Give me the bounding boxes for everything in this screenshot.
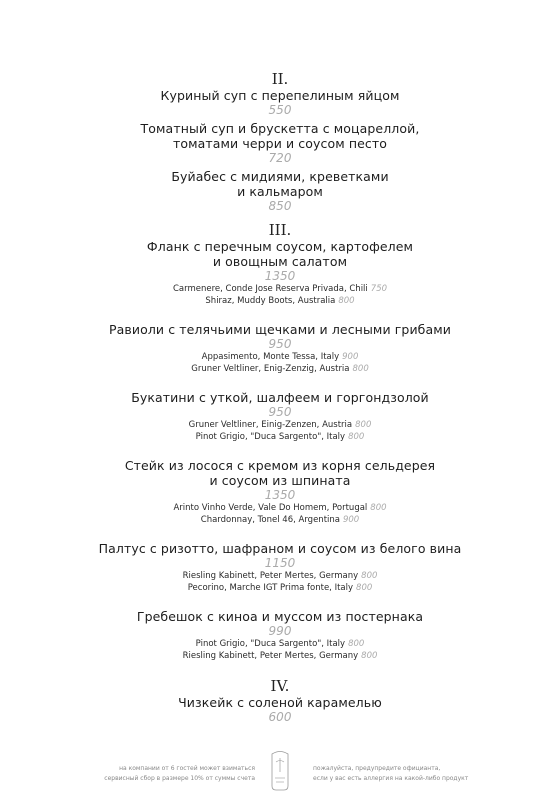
dish-name-line2: томатами черри и соусом песто xyxy=(172,136,388,151)
dish-item xyxy=(0,121,560,165)
dish-price: 950 xyxy=(268,405,292,419)
dish-price: 1350 xyxy=(264,488,296,502)
wine-pairing xyxy=(0,514,560,526)
dish-name: Куриный суп с перепелиным яйцом xyxy=(160,88,400,103)
wine-pairing xyxy=(0,295,560,307)
wine-name: Gruner Veltliner, Enig-Zenzig, Austria xyxy=(191,364,350,374)
wine-price: 800 xyxy=(338,296,355,306)
wine-pairing xyxy=(0,431,560,443)
allergy-line: пожалуйста, предупредите официанта, xyxy=(313,765,441,772)
wine-pairing xyxy=(0,419,560,431)
dish-price: 950 xyxy=(268,337,292,351)
wine-pairing xyxy=(0,283,560,295)
menu-section xyxy=(0,221,560,662)
wine-price: 900 xyxy=(342,515,360,525)
wine-price: 800 xyxy=(355,420,372,430)
dish-item xyxy=(0,541,560,594)
wine-pairing xyxy=(0,650,560,662)
wine-price: 800 xyxy=(352,364,369,374)
dish-name: Палтус с ризотто, шафраном и соусом из белого вина xyxy=(98,541,462,556)
dish-name: Буйабес с мидиями, креветками xyxy=(171,169,389,184)
service-charge-note xyxy=(104,764,255,784)
wine-price: 800 xyxy=(361,651,378,661)
dish-item xyxy=(0,458,560,526)
wine-pairing xyxy=(0,502,560,514)
menu-section xyxy=(0,70,560,213)
wine-price: 800 xyxy=(370,503,387,513)
wine-price: 750 xyxy=(370,284,388,294)
dish-price: 1150 xyxy=(264,556,296,570)
dish-item xyxy=(0,609,560,662)
section-numeral: II. xyxy=(271,70,289,88)
wine-price: 800 xyxy=(348,639,365,649)
dish-name: Гребешок с киноа и муссом из постернака xyxy=(136,609,424,624)
service-charge-line: на компании от 6 гостей может взиматься xyxy=(119,765,255,772)
bottle-logo-icon xyxy=(266,750,294,792)
dish-item xyxy=(0,322,560,375)
dish-price: 550 xyxy=(268,103,292,117)
wine-name: Chardonnay, Tonel 46, Argentina xyxy=(200,515,340,525)
wine-name: Carmenere, Conde Jose Reserva Privada, Chili xyxy=(172,284,368,294)
wine-name: Pinot Grigio, "Duca Sargento", Italy xyxy=(195,639,346,649)
dish-price: 850 xyxy=(268,199,292,213)
dish-name: Равиоли с телячьими щечками и лесными грибами xyxy=(108,322,451,337)
menu-section xyxy=(0,677,560,724)
wine-name: Riesling Kabinett, Peter Mertes, Germany xyxy=(182,571,359,581)
wine-name: Pecorino, Marche IGT Prima fonte, Italy xyxy=(187,583,354,593)
dish-price: 600 xyxy=(268,710,292,724)
dish-price: 720 xyxy=(268,151,292,165)
wine-name: Gruner Veltliner, Einig-Zenzen, Austria xyxy=(188,420,353,430)
section-numeral: IV. xyxy=(270,677,290,695)
dish-name: Томатный суп и брускетта с моцареллой, xyxy=(140,121,420,136)
dish-price: 1350 xyxy=(264,269,296,283)
dish-item xyxy=(0,169,560,213)
wine-pairing xyxy=(0,582,560,594)
wine-name: Pinot Grigio, "Duca Sargento", Italy xyxy=(195,432,346,442)
wine-price: 800 xyxy=(361,571,378,581)
wine-name: Appasimento, Monte Tessa, Italy xyxy=(201,352,340,362)
dish-name: Чизкейк с соленой карамелью xyxy=(178,695,382,710)
dish-name-line2: и кальмаром xyxy=(237,184,323,199)
dish-name: Фланк с перечным соусом, картофелем xyxy=(146,239,414,254)
dish-name: Стейк из лосося с кремом из корня сельдерея xyxy=(124,458,436,473)
dish-item xyxy=(0,88,560,117)
wine-name: Riesling Kabinett, Peter Mertes, Germany xyxy=(182,651,359,661)
wine-price: 800 xyxy=(356,583,373,593)
dish-item xyxy=(0,239,560,307)
dish-price: 990 xyxy=(268,624,292,638)
section-numeral: III. xyxy=(268,221,292,239)
allergy-note xyxy=(313,764,468,784)
wine-pairing xyxy=(0,363,560,375)
allergy-line: если у вас есть аллергия на какой-либо продукт xyxy=(313,775,469,782)
wine-name: Shiraz, Muddy Boots, Australia xyxy=(205,296,336,306)
wine-pairing xyxy=(0,638,560,650)
dish-item xyxy=(0,390,560,443)
service-charge-line: сервисный сбор в размере 10% от суммы счета xyxy=(104,775,255,782)
wine-pairing xyxy=(0,351,560,363)
dish-name-line2: и овощным салатом xyxy=(212,254,348,269)
wine-name: Arinto Vinho Verde, Vale Do Homem, Portugal xyxy=(173,503,368,513)
wine-pairing xyxy=(0,570,560,582)
wine-price: 800 xyxy=(348,432,365,442)
footer xyxy=(0,740,560,790)
menu xyxy=(0,70,560,728)
wine-price: 900 xyxy=(342,352,359,362)
dish-item xyxy=(0,695,560,724)
dish-name: Букатини с уткой, шалфеем и горгондзолой xyxy=(131,390,429,405)
dish-name-line2: и соусом из шпината xyxy=(209,473,351,488)
